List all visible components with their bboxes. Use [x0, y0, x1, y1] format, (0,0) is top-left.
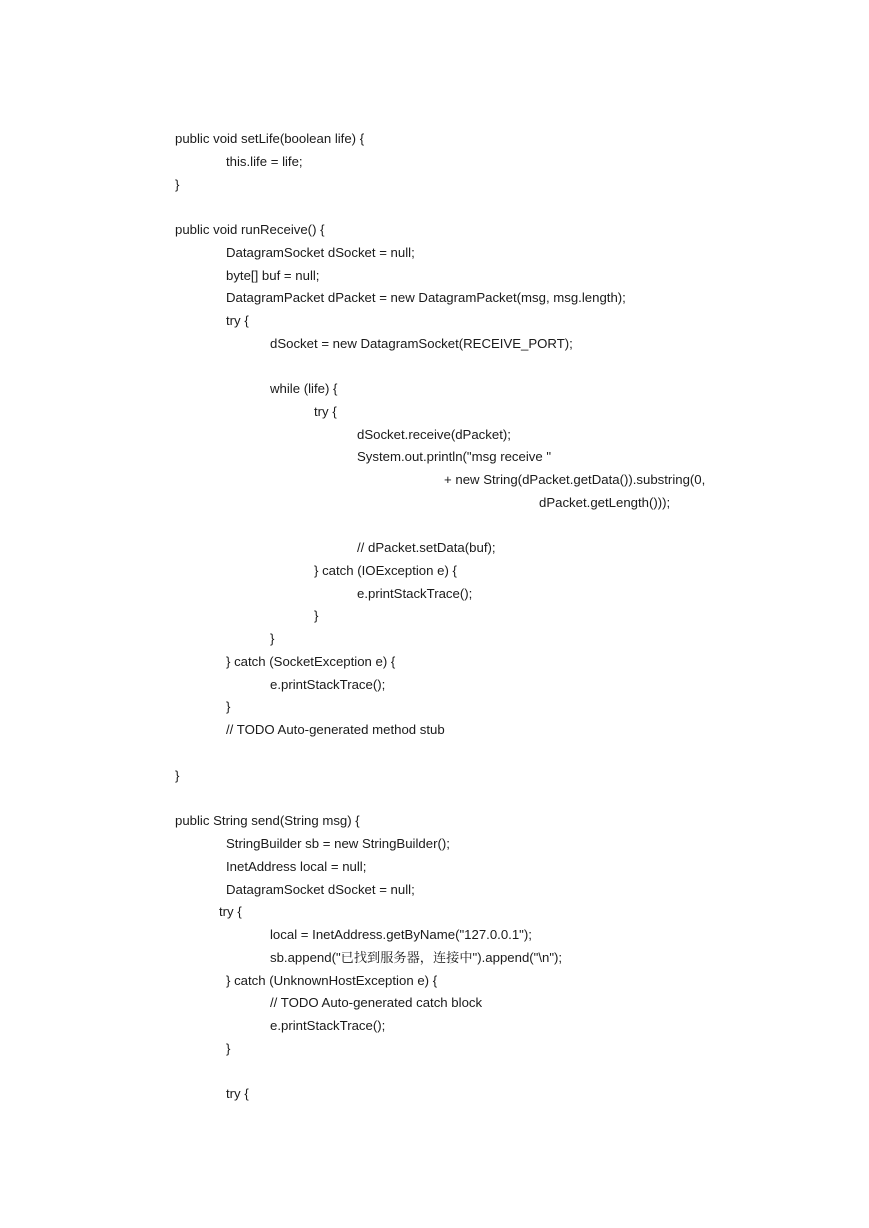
code-line: dSocket.receive(dPacket);	[357, 427, 511, 442]
code-line: e.printStackTrace();	[357, 586, 473, 601]
code-line: System.out.println("msg receive "	[357, 449, 552, 464]
code-line: while (life) {	[270, 381, 338, 396]
code-line: } catch (UnknownHostException e) {	[226, 973, 438, 988]
code-line: sb.append("已找到服务器，连接中").append("\n");	[270, 950, 563, 965]
code-line: byte[] buf = null;	[226, 268, 320, 283]
code-line: }	[226, 699, 231, 714]
code-line: DatagramPacket dPacket = new DatagramPacket(msg, msg.length);	[226, 290, 626, 305]
code-line: try {	[219, 904, 242, 919]
code-line: }	[175, 768, 180, 783]
code-line: }	[314, 608, 319, 623]
code-line: // TODO Auto-generated method stub	[226, 722, 445, 737]
code-line: }	[270, 631, 275, 646]
code-line: // dPacket.setData(buf);	[357, 540, 496, 555]
code-line: try {	[314, 404, 337, 419]
code-line: dPacket.getLength()));	[539, 495, 671, 510]
code-line: this.life = life;	[226, 154, 303, 169]
code-line: e.printStackTrace();	[270, 1018, 386, 1033]
code-line: }	[175, 177, 180, 192]
code-line: public void setLife(boolean life) {	[175, 131, 365, 146]
code-line: dSocket = new DatagramSocket(RECEIVE_PORT);	[270, 336, 573, 351]
code-line: } catch (SocketException e) {	[226, 654, 396, 669]
code-line: try {	[226, 1086, 249, 1101]
code-line: } catch (IOException e) {	[314, 563, 457, 578]
code-line: e.printStackTrace();	[270, 677, 386, 692]
code-line: }	[226, 1041, 231, 1056]
code-line: DatagramSocket dSocket = null;	[226, 882, 415, 897]
code-line: + new String(dPacket.getData()).substring(0,	[444, 472, 706, 487]
code-line: try {	[226, 313, 249, 328]
code-line: public void runReceive() {	[175, 222, 325, 237]
code-line: local = InetAddress.getByName("127.0.0.1");	[270, 927, 532, 942]
code-line: InetAddress local = null;	[226, 859, 367, 874]
code-line: StringBuilder sb = new StringBuilder();	[226, 836, 450, 851]
code-line: DatagramSocket dSocket = null;	[226, 245, 415, 260]
code-line: // TODO Auto-generated catch block	[270, 995, 483, 1010]
code-line: public String send(String msg) {	[175, 813, 360, 828]
